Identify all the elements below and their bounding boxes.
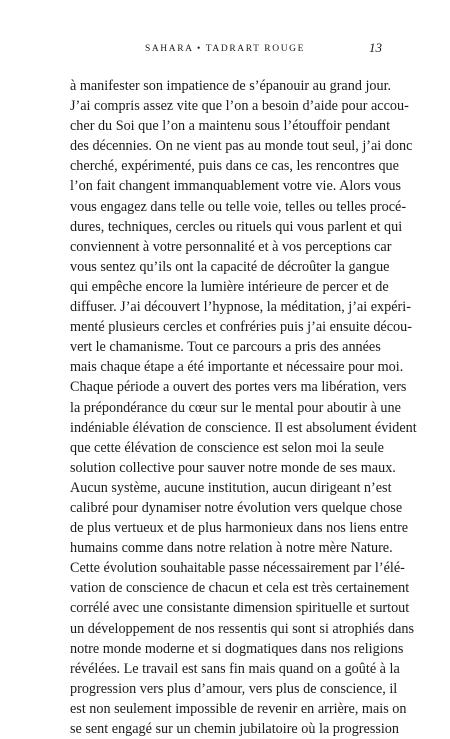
text-line: humains comme dans notre relation à notre mère Nature.	[70, 540, 393, 557]
text-line: dures, techniques, cercles ou rituels qui vous parlent et qui	[70, 218, 403, 235]
text-line: à manifester son impatience de s’épanouir au grand jour.	[70, 78, 392, 94]
text-line: vous engagez dans telle ou telle voie, telles ou telles procé-	[70, 198, 407, 215]
text-line: diffuser. J’ai découvert l’hypnose, la méditation, j’ai expéri-	[70, 299, 411, 316]
text-line: révélées. Le travail est sans fin mais quand on a goûté à la	[70, 660, 400, 677]
text-line: solution collective pour sauver notre monde de ses maux.	[70, 459, 396, 476]
text-line: menté plusieurs cercles et confréries puis j’ai ensuite décou-	[70, 319, 412, 336]
text-line: conviennent à votre personnalité et à vos perceptions car	[70, 238, 392, 255]
text-line: vert le chamanisme. Tout ce parcours a pris des années	[70, 339, 381, 356]
text-line: des décennies. On ne vient pas au monde tout seul, j’ai donc	[70, 138, 413, 155]
text-line: calibré pour dynamiser notre évolution vers quelque chose	[70, 499, 403, 516]
text-line: Chaque période a ouvert des portes vers ma libération, vers	[70, 379, 407, 396]
text-line: indéniable élévation de conscience. Il est absolument évident	[70, 419, 417, 436]
page-number: 13	[369, 40, 382, 55]
body-text	[70, 76, 417, 739]
text-line: progression vers plus d’amour, vers plus de conscience, il	[70, 680, 398, 697]
running-title: SAHARA • TADRART ROUGE	[144, 44, 306, 54]
text-line: de plus vertueux et de plus harmonieux dans nos liens entre	[70, 520, 409, 537]
text-line: cher du Soi que l’on a maintenu sous l’étouffoir pendant	[70, 118, 391, 135]
text-line: corrélé avec une consistante dimension spirituelle et surtout	[70, 600, 410, 617]
text-line: mais chaque étape a été importante et nécessaire pour moi.	[70, 359, 404, 376]
text-line: se sent engagé sur un chemin jubilatoire où la progression	[70, 721, 399, 737]
text-line: vous sentez qu’ils ont la capacité de décroûter la gangue	[70, 258, 390, 275]
text-line: que cette élévation de conscience est selon moi la seule	[70, 439, 384, 456]
text-line: qui empêche encore la lumière intérieure de percer et de	[70, 278, 389, 295]
text-line: notre monde moderne et si dogmatiques dans nos religions	[70, 640, 404, 657]
text-line: Aucun système, aucune institution, aucun dirigeant n’est	[70, 479, 392, 496]
running-head	[70, 40, 380, 60]
text-line: Cette évolution souhaitable passe nécessairement par l’élé-	[70, 560, 405, 577]
text-line: un développement de nos ressentis qui sont si atrophiés dans	[70, 620, 414, 637]
text-line: l’on fait changent immanquablement votre vie. Alors vous	[70, 178, 401, 195]
text-line: est non seulement impossible de revenir en arrière, mais on	[70, 700, 407, 717]
text-line: J’ai compris assez vite que l’on a besoin d’aide pour accou-	[70, 98, 409, 115]
text-line: vation de conscience de chacun et cela est très certainement	[70, 580, 410, 597]
text-line: cherché, expérimenté, puis dans ce cas, les rencontres que	[70, 158, 399, 175]
text-line: la prépondérance du cœur sur le mental pour aboutir à une	[70, 399, 401, 416]
